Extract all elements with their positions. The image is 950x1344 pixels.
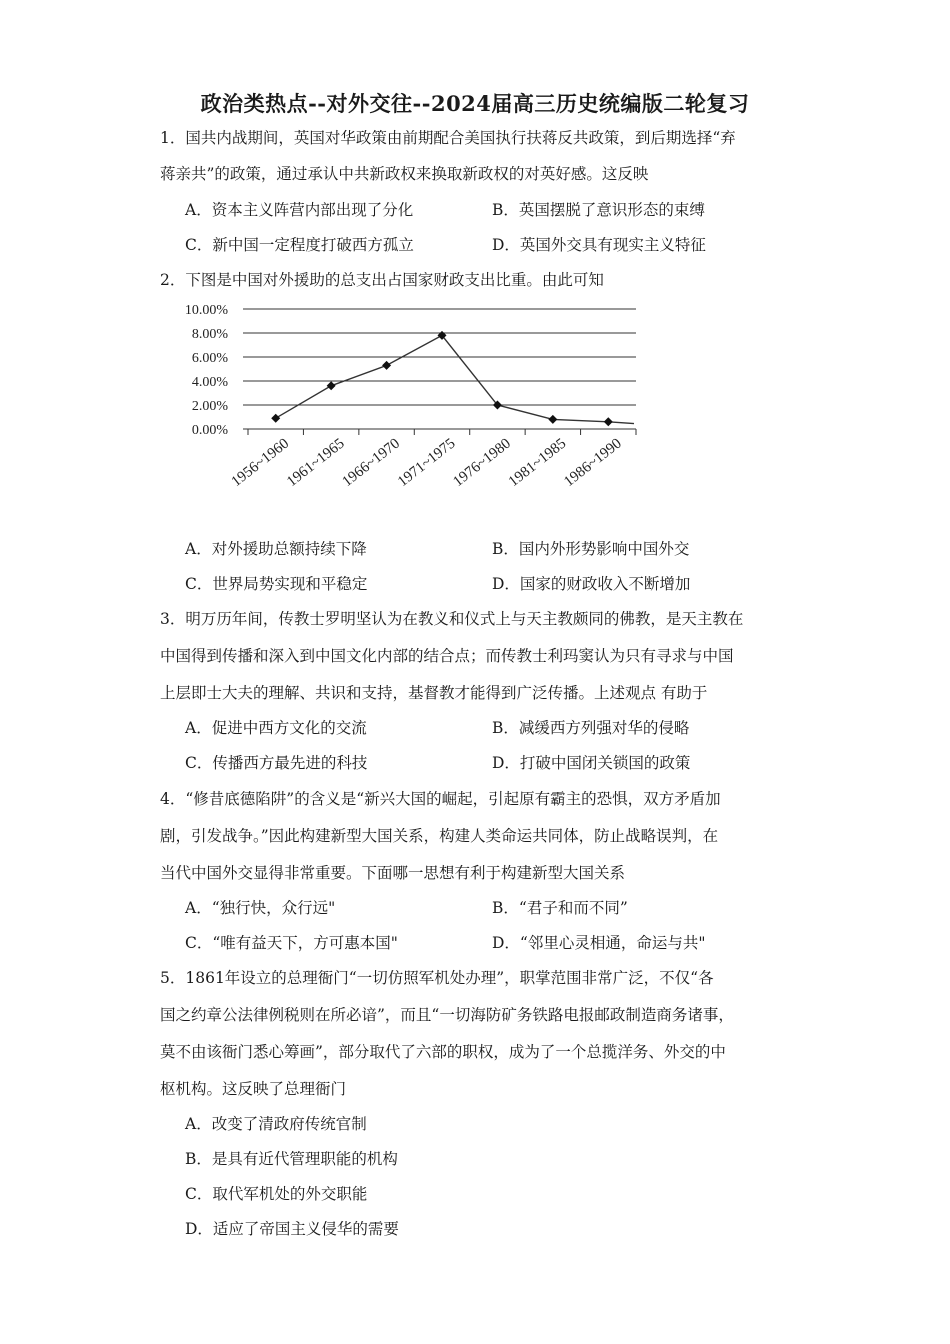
data-point: [327, 381, 336, 390]
q3-option-b: B．减缓西方列强对华的侵略: [492, 719, 690, 737]
x-tick-label: 1956~1960: [228, 435, 293, 491]
y-tick-label: 4.00%: [191, 375, 228, 390]
y-tick-label: 8.00%: [191, 327, 228, 342]
y-tick-label: 6.00%: [191, 351, 228, 366]
data-point: [604, 417, 613, 426]
x-tick-label: 1981~1985: [505, 435, 570, 491]
x-tick-label: 1971~1975: [394, 435, 459, 491]
q3-stem-line-3: 上层即士大夫的理解、共识和支持，基督教才能得到广泛传播。上述观点 有助于: [160, 684, 708, 702]
data-point: [271, 414, 280, 423]
x-tick-label: 1986~1990: [561, 435, 625, 491]
q1-stem-line-2: 蒋亲共”的政策，通过承认中共新政权来换取新政权的对英好感。这反映: [160, 165, 649, 183]
q5-option-c: C．取代军机处的外交职能: [185, 1185, 368, 1203]
q5-stem-line-3: 莫不由该衙门悉心筹画”，部分取代了六部的职权，成为了一个总揽洋务、外交的中: [160, 1043, 726, 1061]
q4-stem-line-2: 剧，引发战争。”因此构建新型大国关系，构建人类命运共同体，防止战略误判，在: [160, 827, 719, 845]
q3-stem-line-2: 中国得到传播和深入到中国文化内部的结合点；而传教士利玛窦认为只有寻求与中国: [160, 647, 734, 665]
q4-stem-line-1: 4．“修昔底德陷阱”的含义是“新兴大国的崛起，引起原有霸主的恐惧，双方矛盾加: [160, 790, 721, 808]
x-tick-label: 1976~1980: [450, 435, 514, 491]
q2-option-a: A．对外援助总额持续下降: [185, 540, 367, 558]
q1-option-d: D．英国外交具有现实主义特征: [492, 236, 706, 254]
q5-stem-line-2: 国之约章公法律例税则在所必谙”，而且“一切海防矿务铁路电报邮政制造商务诸事，: [160, 1006, 734, 1024]
q5-option-b: B．是具有近代管理职能的机构: [185, 1150, 398, 1168]
document-title: 政治类热点--对外交往--2024届高三历史统编版二轮复习: [200, 91, 750, 116]
y-tick-label: 2.00%: [191, 399, 228, 414]
q4-option-d: D．“邻里心灵相通，命运与共": [492, 934, 706, 952]
data-point: [548, 415, 557, 424]
q4-option-a: A．“独行快，众行远": [185, 899, 336, 917]
q1-stem-line-1: 1．国共内战期间，英国对华政策由前期配合美国执行扶蒋反共政策，到后期选择“弃: [160, 129, 736, 147]
q5-stem-line-4: 枢机构。这反映了总理衙门: [160, 1080, 347, 1098]
q4-stem-line-3: 当代中国外交显得非常重要。下面哪一思想有利于构建新型大国关系: [160, 864, 626, 882]
q2-option-d: D．国家的财政收入不断增加: [492, 575, 691, 593]
data-point: [382, 361, 391, 370]
y-tick-label: 0.00%: [191, 423, 228, 438]
y-tick-label: 10.00%: [184, 303, 228, 318]
q1-option-a: A．资本主义阵营内部出现了分化: [185, 201, 414, 219]
aid-ratio-chart: [170, 296, 650, 511]
q3-stem-line-1: 3．明万历年间，传教士罗明坚认为在教义和仪式上与天主教颇同的佛教，是天主教在: [160, 610, 744, 628]
q3-option-d: D．打破中国闭关锁国的政策: [492, 754, 691, 772]
q5-option-a: A．改变了清政府传统官制: [185, 1115, 367, 1133]
series-line: [276, 335, 634, 423]
q1-option-b: B．英国摆脱了意识形态的束缚: [492, 201, 705, 219]
q4-option-c: C．“唯有益天下，方可惠本国": [185, 934, 398, 952]
q2-option-c: C．世界局势实现和平稳定: [185, 575, 368, 593]
aid-ratio-chart-svg: [170, 296, 650, 511]
q2-option-b: B．国内外形势影响中国外交: [492, 540, 690, 558]
q1-option-c: C．新中国一定程度打破西方孤立: [185, 236, 414, 254]
x-tick-label: 1966~1970: [339, 435, 404, 491]
q2-stem-line-1: 2．下图是中国对外援助的总支出占国家财政支出比重。由此可知: [160, 271, 604, 289]
q3-option-c: C．传播西方最先进的科技: [185, 754, 368, 772]
q4-option-b: B．“君子和而不同”: [492, 899, 628, 917]
x-tick-label: 1961~1965: [284, 435, 348, 491]
q3-option-a: A．促进中西方文化的交流: [185, 719, 367, 737]
q5-option-d: D．适应了帝国主义侵华的需要: [185, 1220, 399, 1238]
q5-stem-line-1: 5．1861年设立的总理衙门“一切仿照军机处办理”，职掌范围非常广泛，不仅“各: [160, 969, 714, 987]
